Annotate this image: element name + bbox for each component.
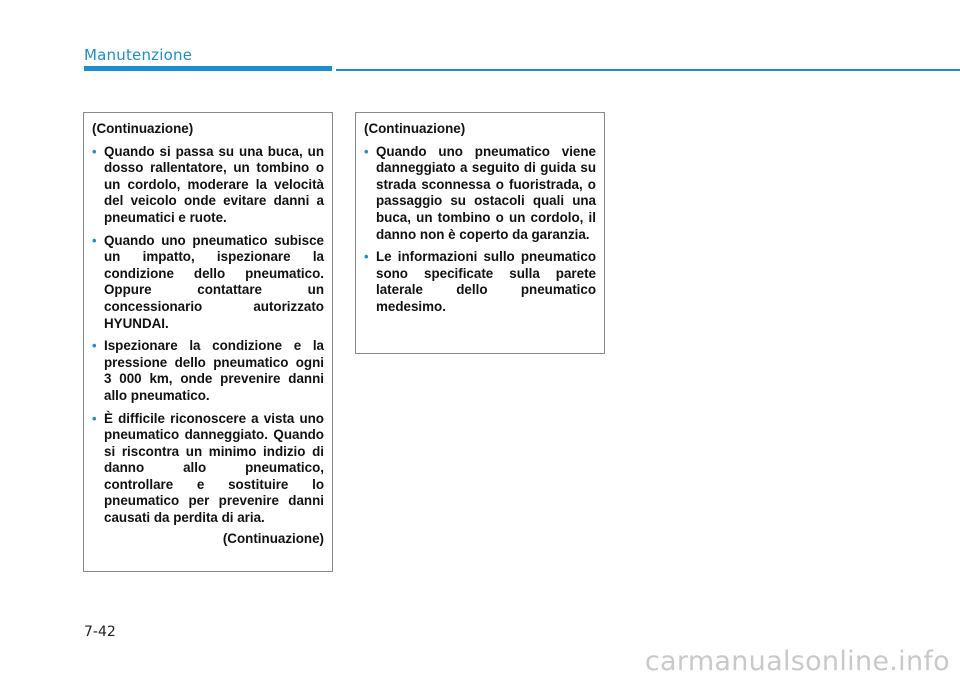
page-number: 7-42: [84, 624, 116, 640]
list-item: [364, 249, 596, 315]
list-item-text: Le informazioni sullo pneumatico sono specificate sulla parete laterale dello pneumatico medesimo.: [376, 249, 596, 314]
caution-box-left: [83, 112, 333, 572]
list-item-text: Ispezionare la condizione e la pressione dello pneumatico ogni 3 000 km, onde prevenire danni allo pneumatico.: [104, 338, 324, 403]
box-footer-continuation: (Continuazione): [222, 530, 324, 546]
list-item: [92, 144, 324, 227]
bullet-dot-icon: •: [92, 232, 97, 248]
bullet-list: [92, 144, 324, 527]
bullet-dot-icon: •: [92, 338, 97, 354]
bullet-list: [364, 144, 596, 316]
bullet-dot-icon: •: [364, 249, 369, 265]
caution-box-right: [355, 112, 605, 354]
box-heading: (Continuazione): [364, 121, 466, 136]
header-rule-thin: [336, 69, 960, 71]
list-item: [364, 144, 596, 244]
bullet-dot-icon: •: [364, 143, 369, 159]
box-heading: (Continuazione): [92, 121, 194, 136]
list-item: [92, 233, 324, 333]
header-rule-thick: [84, 66, 332, 71]
bullet-dot-icon: •: [92, 410, 97, 426]
list-item-text: È difficile riconoscere a vista uno pneumatico danneggiato. Quando si riscontra un minimo indizio di danno allo pneumatico, controllare e sostituire lo pneumatico per prevenire danni causati da perdita di aria.: [104, 410, 324, 526]
list-item-text: Quando uno pneumatico subisce un impatto, ispezionare la condizione dello pneumatico. Oppure contattare un concessionario autorizzato HYUNDAI.: [104, 232, 324, 331]
list-item: [92, 411, 324, 527]
list-item-text: Quando uno pneumatico viene danneggiato a seguito di guida su strada sconnessa o fuoristrada, o passaggio su ostacoli quali una buca, un tombino o un cordolo, il danno non è coperto da garanzia.: [376, 143, 596, 242]
section-title: Manutenzione: [84, 46, 193, 64]
bullet-dot-icon: •: [92, 143, 97, 159]
list-item-text: Quando si passa su una buca, un dosso rallentatore, un tombino o un cordolo, moderare la velocità del veicolo onde evitare danni a pneumatici e ruote.: [104, 143, 324, 225]
watermark-link[interactable]: carmanualsonline.info: [644, 646, 950, 677]
list-item: [92, 338, 324, 404]
